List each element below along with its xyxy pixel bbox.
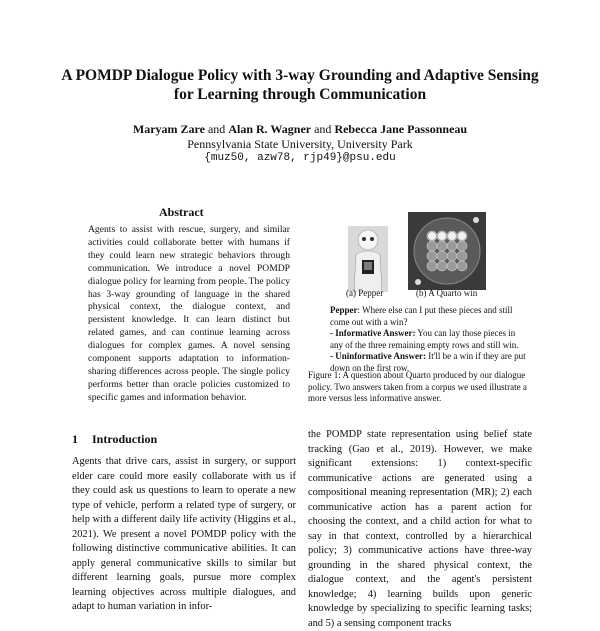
figure-1-images [308,210,532,310]
section-number: 1 [72,432,78,446]
informative-answer: - Informative Answer: You can lay those pieces in any of the three remaining empty rows and still win. [330,328,519,350]
title-line-1: A POMDP Dialogue Policy with 3-way Grounding and Adaptive Sensing [61,67,539,84]
pepper-robot-image [348,226,388,292]
section-title: Introduction [92,432,158,446]
author-and-2: and [314,122,332,136]
section-heading-introduction [72,432,171,447]
figure-caption-a: (a) Pepper [346,288,384,298]
author-3: Rebecca Jane Passonneau [334,122,468,136]
figure-dialogue-example [330,305,530,374]
figure-1-caption: Figure 1: A question about Quarto produced by our dialogue policy. Two answers taken from a corpus we used illustrate a more versus less informative answer. [308,370,527,403]
title-line-2: for Learning through Communication [173,86,427,103]
paper-title [0,66,600,104]
pepper-question: Pepper: Where else can I put these pieces and still come out with a win? [330,305,513,327]
uninformative-answer: - Uninformative Answer: It'll be a win if they are put down on the first row. [330,351,526,373]
author-and-1: and [207,122,226,136]
intro-left-column: Agents that drive cars, assist in surgery, or support elder care could more easily collaborate with us if they could ask us questions to learn to operate a new type of vehicle, perform a related type of surgery, or help with a different daily life activity (Higgins et al., 2021). We present a novel POMDP policy with the following distinctive communicative abilities. It can apply general communicative skills to similar but different learning goals, pursue more complex learning objectives across multiple dialogues, and adapt to human variation in infor- [72,456,296,612]
author-1: Maryam Zare [132,122,205,136]
abstract-heading: Abstract [159,205,204,219]
intro-right-column: the POMDP state representation using belief state tracking (Gao et al., 2019). However, we make significant extensions: 1) context-specific communicative actions are generated using a compositional meaning representation (MR); 2) each communicative action has a parent action for choosing the context, and a child action for what to say in that context, controlled by a hierarchical policy; 3) communicative actions have three-way grounding in the shared physical context, the dialogue context, and the agent's persistent knowledge; 4) learning builds upon generic knowledge by specializing to specific learning tasks; and 5) a sensing component tracks [308,429,532,629]
author-list [0,122,600,137]
author-emails: {muz50, azw78, rjp49}@psu.edu [204,152,396,164]
affiliation: Pennsylvania State University, University Park [187,137,413,151]
figure-caption-b: (b) A Quarto win [416,288,478,298]
quarto-board-image [408,212,486,290]
author-2: Alan R. Wagner [228,122,312,136]
abstract-text: Agents to assist with rescue, surgery, and similar activities could collaborate better with humans if they could learn new strategic behaviors through communication. We introduce a novel POMDP dialogue policy for learning from people. The policy has 3-way grounding of language in the shared physical context, the dialogue context, and persistent knowledge. It can learn distinct but related games, and can continue learning across dialogues for complex games. A novel sensing component supports adaptation to information-sharing differences across people. The single policy performs better than oracle policies customized to specific games and information behavior. [88,224,290,403]
